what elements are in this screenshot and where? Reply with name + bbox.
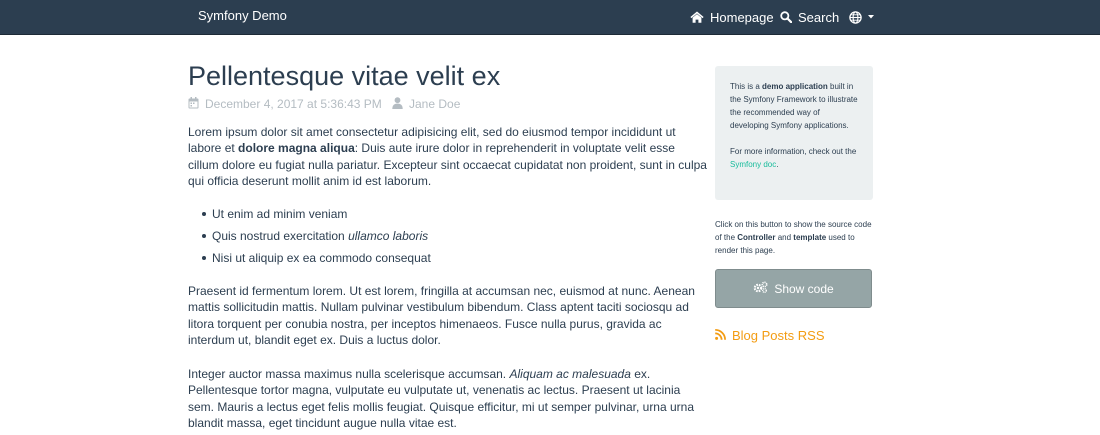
show-code-note — [715, 218, 875, 257]
rss-label: Blog Posts RSS — [732, 327, 825, 343]
paragraph-text: Integer auctor massa maximus nulla scelerisque accumsan. — [188, 367, 510, 381]
info-bold: demo application — [762, 82, 828, 91]
globe-icon — [849, 11, 862, 24]
sidebar-info-panel — [715, 66, 873, 200]
language-dropdown[interactable] — [849, 0, 874, 34]
rss-link[interactable] — [715, 327, 825, 343]
paragraph-1 — [188, 124, 708, 189]
post-body-3 — [188, 366, 708, 431]
italic-text: Aliquam ac malesuada — [509, 367, 631, 381]
note-text: and — [775, 233, 794, 242]
bullet-list-container — [188, 206, 708, 272]
post-date-text: December 4, 2017 at 5:36:43 PM — [205, 97, 382, 111]
calendar-icon — [188, 97, 199, 112]
post-body — [188, 124, 708, 189]
user-icon — [392, 97, 403, 112]
list-item-text: Quis nostrud exercitation — [212, 229, 349, 243]
post-date — [188, 97, 382, 111]
sidebar-more-info — [730, 145, 860, 171]
note-text: used to render this page. — [715, 233, 855, 255]
note-bold: Controller — [737, 233, 776, 242]
paragraph-3 — [188, 366, 708, 431]
list-item-text: Ut enim ad minim veniam — [212, 207, 348, 221]
list-item-text: Nisi ut aliquip ex ea commodo consequat — [212, 251, 431, 265]
paragraph-text: ex. Pellentesque tortor magna, vulputate eu vulputate ut, venenatis ac lectus. Praesent ut lacinia sem. Mauris a lectus eget felis mollis feugiat. Quisque efficitur, mi ut semper pulvinar, urna urna blandit massa, eget tincidunt augue nulla vitae est. — [188, 367, 695, 430]
info-text: This is a — [730, 82, 763, 91]
info-text: For more information, check out the — [730, 147, 857, 156]
post-body-2 — [188, 283, 708, 348]
post-author — [392, 97, 460, 111]
info-text: built in the Symfony Framework to illustrate the recommended way of developing Symfony applications. — [730, 82, 858, 130]
show-code-label: Show code — [774, 281, 834, 296]
nav-homepage-link[interactable] — [690, 0, 774, 34]
show-code-button[interactable] — [715, 269, 872, 308]
home-icon — [690, 11, 704, 23]
list-item — [188, 250, 708, 272]
list-item — [188, 206, 708, 228]
post-author-text: Jane Doe — [409, 97, 461, 111]
note-bold: template — [793, 233, 827, 242]
info-text: . — [776, 160, 779, 169]
search-label: Search — [798, 9, 840, 25]
note-text: Click on this button to show the source code of the — [715, 220, 872, 242]
sidebar-info-text — [730, 80, 860, 132]
list-item — [188, 228, 708, 250]
cogs-icon — [753, 281, 768, 296]
paragraph-2: Praesent id fermentum lorem. Ut est lorem, fringilla at accumsan nec, euismod at nunc. Aenean mattis sollicitudin mattis. Nullam pulvinar vestibulum bibendum. Class aptent taciti sociosqu ad litora torquent per conubia nostra, per inceptos himenaeos. Fusce nulla purus, gravida ac interdum ut, blandit eget ex. Duis a luctus dolor. — [188, 284, 695, 347]
homepage-label: Homepage — [710, 9, 774, 25]
paragraph-text: Lorem ipsum dolor sit amet consectetur adipisicing elit, sed do eiusmod tempor incididunt ut labore et — [188, 125, 676, 156]
post-title: Pellentesque vitae velit ex — [188, 61, 501, 91]
navbar — [0, 0, 1100, 35]
nav-search-link[interactable] — [780, 0, 839, 34]
bullet-list — [188, 206, 708, 272]
caret-down-icon — [868, 15, 874, 19]
search-icon — [780, 11, 792, 23]
bold-text: dolore magna aliqua — [238, 141, 355, 156]
brand-link[interactable]: Symfony Demo — [198, 8, 287, 23]
symfony-doc-link[interactable]: Symfony doc — [730, 160, 777, 169]
italic-text: ullamco laboris — [348, 229, 429, 243]
rss-icon — [715, 328, 726, 343]
paragraph-text: : Duis aute irure dolor in reprehenderit in voluptate velit esse cillum dolore eu fugiat nulla pariatur. Excepteur sint occaecat cupidatat non proident, sunt in culpa qui officia deserunt mollit anim id est laborum. — [188, 141, 707, 188]
